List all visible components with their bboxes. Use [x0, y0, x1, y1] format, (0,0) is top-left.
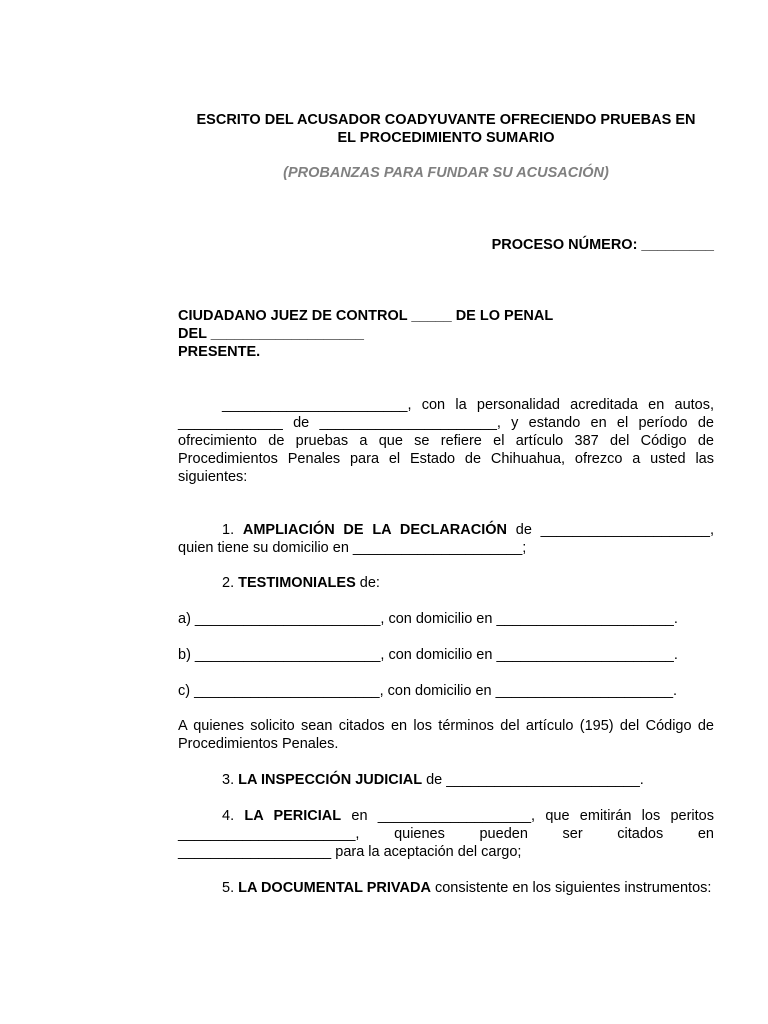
- item-2-number: 2.: [222, 575, 239, 591]
- item-2-text: de:: [355, 575, 380, 591]
- item-4-text: en ___________________, que emitirán los peritos ______________________, quienes pueden ser citados en ___________________ para la aceptación del cargo;: [178, 808, 714, 860]
- item-2-paragraph: [178, 574, 714, 592]
- item-5-paragraph: [178, 879, 714, 897]
- title-line-1: ESCRITO DEL ACUSADOR COADYUVANTE OFRECIENDO PRUEBAS EN: [196, 112, 696, 128]
- addressee-block: [178, 307, 553, 361]
- item-1-heading: AMPLIACIÓN DE LA DECLARACIÓN: [242, 522, 507, 538]
- item-2-heading: TESTIMONIALES: [238, 575, 356, 591]
- item-3-number: 3.: [222, 772, 239, 788]
- witness-b: b) _______________________, con domicilio en ______________________.: [178, 647, 678, 663]
- item-3-heading: LA INSPECCIÓN JUDICIAL: [238, 772, 423, 788]
- addressee-line-3: PRESENTE.: [178, 344, 261, 360]
- item-4-number: 4.: [222, 808, 245, 824]
- witness-a: a) _______________________, con domicilio en ______________________.: [178, 611, 678, 627]
- item-1-text: de _____________________, quien tiene su domicilio en _____________________;: [178, 522, 715, 556]
- intro-paragraph: _______________________, con la personalidad acreditada en autos, _____________ de ______________________, y estando en el período de ofrecimiento de pruebas a que se refiere el artículo 387 del Código de Procedimientos Penales para el Estado de Chihuahua, ofrezco a usted las siguientes:: [178, 397, 714, 485]
- citation-paragraph: A quienes solicito sean citados en los términos del artículo (195) del Código de Procedimientos Penales.: [178, 718, 714, 752]
- item-4-heading: LA PERICIAL: [244, 808, 342, 824]
- item-5-text: consistente en los siguientes instrumentos:: [430, 880, 712, 896]
- title-line-2: EL PROCEDIMIENTO SUMARIO: [337, 130, 555, 146]
- item-5-heading: LA DOCUMENTAL PRIVADA: [238, 880, 431, 896]
- document-subtitle: (PROBANZAS PARA FUNDAR SU ACUSACIÓN): [283, 165, 609, 181]
- item-4-paragraph: [178, 807, 714, 861]
- process-number: PROCESO NÚMERO: _________: [491, 237, 714, 253]
- item-5-number: 5.: [222, 880, 239, 896]
- item-1-number: 1.: [222, 522, 243, 538]
- addressee-line-1: CIUDADANO JUEZ DE CONTROL _____ DE LO PENAL: [178, 308, 554, 324]
- document-title: [178, 111, 714, 147]
- item-3-text: de ________________________.: [422, 772, 644, 788]
- witness-c: c) _______________________, con domicilio en ______________________.: [178, 683, 678, 699]
- item-1-paragraph: [178, 521, 714, 557]
- addressee-line-2: DEL ___________________: [178, 326, 364, 342]
- item-3-paragraph: [178, 771, 714, 789]
